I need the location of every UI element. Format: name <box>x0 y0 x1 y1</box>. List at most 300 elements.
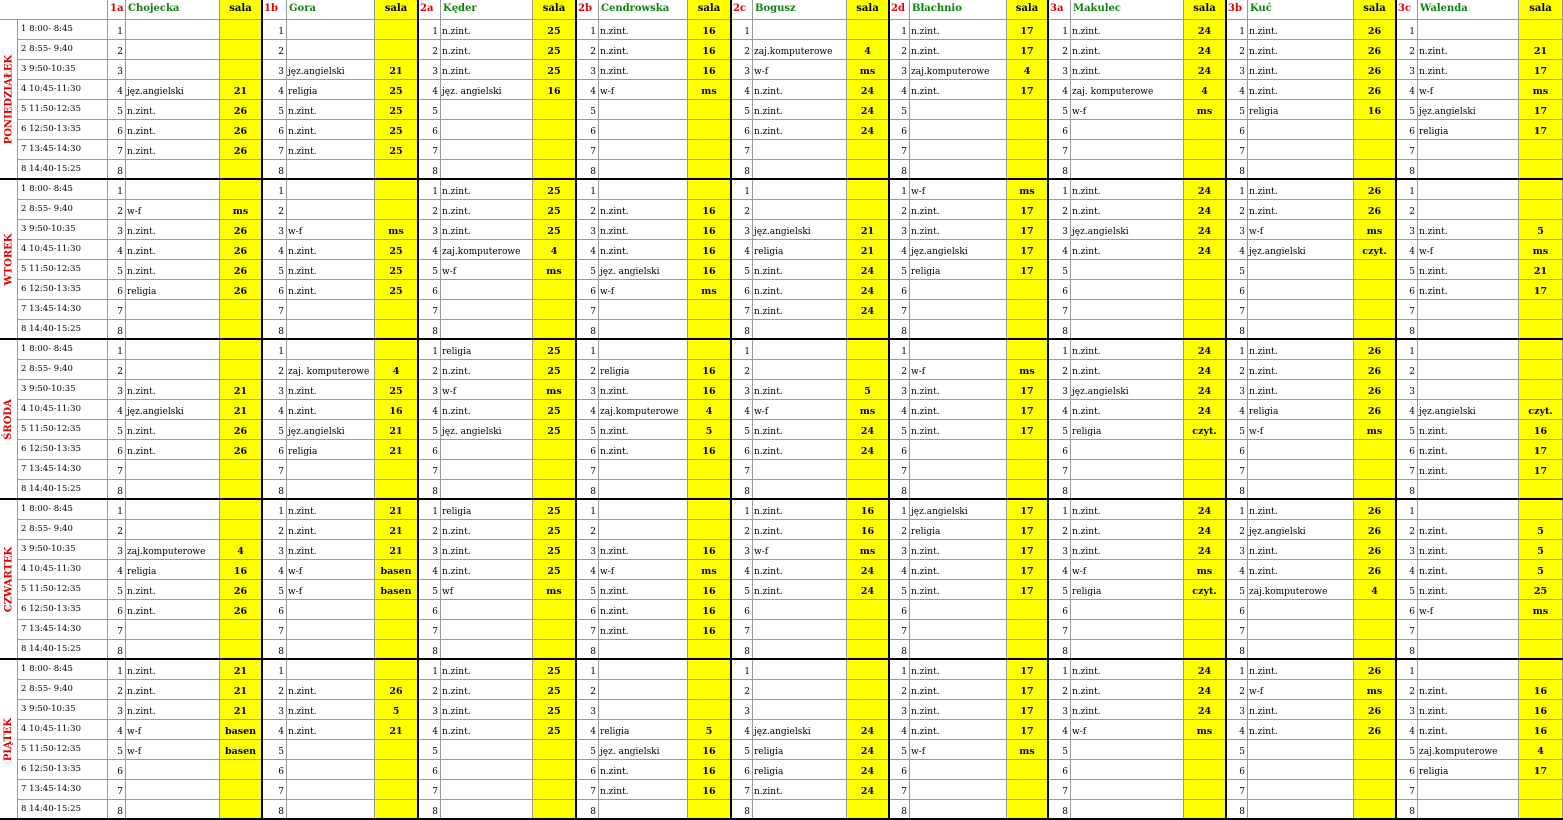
lesson-subject: religia <box>287 80 375 100</box>
lesson-subject: n.zint. <box>1248 720 1354 740</box>
lesson-subject: w-f <box>910 180 1007 200</box>
lesson-subject: n.zint. <box>126 680 220 700</box>
sala-header: sala <box>375 0 418 20</box>
period-number: 8 <box>418 800 441 820</box>
lesson-room: 16 <box>1519 720 1563 740</box>
period-number: 7 <box>1226 780 1248 800</box>
period-number: 2 <box>108 360 126 380</box>
lesson-room: 21 <box>375 520 418 540</box>
lesson-subject <box>287 320 375 340</box>
period-time: 7 13:45-14:30 <box>18 780 108 800</box>
lesson-subject: n.zint. <box>599 580 688 600</box>
lesson-room: ms <box>533 580 576 600</box>
lesson-subject: n.zint. <box>599 20 688 40</box>
period-number: 7 <box>262 300 287 320</box>
lesson-room <box>533 300 576 320</box>
lesson-room <box>1184 160 1226 180</box>
lesson-room: 25 <box>533 40 576 60</box>
lesson-room <box>1354 800 1396 820</box>
period-number: 7 <box>1396 780 1418 800</box>
day-label <box>0 20 18 180</box>
lesson-subject <box>1248 800 1354 820</box>
lesson-room: 26 <box>1354 200 1396 220</box>
lesson-subject: religia <box>910 260 1007 280</box>
lesson-room <box>375 180 418 200</box>
lesson-subject <box>441 160 533 180</box>
lesson-subject: w-f <box>599 80 688 100</box>
lesson-room <box>1519 800 1563 820</box>
period-time: 5 11:50-12:35 <box>18 100 108 120</box>
period-number: 1 <box>262 500 287 520</box>
period-number: 3 <box>889 60 910 80</box>
period-number: 2 <box>418 520 441 540</box>
period-number: 2 <box>889 520 910 540</box>
lesson-room: 26 <box>220 240 262 260</box>
period-number: 3 <box>576 700 599 720</box>
lesson-subject <box>126 760 220 780</box>
lesson-room <box>375 780 418 800</box>
period-number: 7 <box>576 780 599 800</box>
lesson-room <box>1007 760 1048 780</box>
lesson-subject: n.zint. <box>1418 700 1519 720</box>
lesson-room: 24 <box>1184 220 1226 240</box>
lesson-subject <box>287 200 375 220</box>
period-number: 7 <box>1396 140 1418 160</box>
period-number: 1 <box>1396 180 1418 200</box>
period-number: 1 <box>731 660 753 680</box>
lesson-room <box>847 620 889 640</box>
lesson-subject <box>1248 620 1354 640</box>
lesson-room <box>1184 260 1226 280</box>
period-number: 8 <box>889 320 910 340</box>
period-number: 2 <box>418 40 441 60</box>
lesson-subject <box>599 680 688 700</box>
lesson-subject: n.zint. <box>441 680 533 700</box>
period-number: 1 <box>576 20 599 40</box>
lesson-room <box>1354 440 1396 460</box>
class-separator <box>1047 0 1049 819</box>
period-number: 7 <box>889 140 910 160</box>
lesson-subject: n.zint. <box>1071 680 1184 700</box>
lesson-room <box>688 640 731 660</box>
lesson-room: 21 <box>375 540 418 560</box>
lesson-subject <box>910 600 1007 620</box>
corner-cell <box>0 0 108 20</box>
lesson-room: 26 <box>1354 20 1396 40</box>
lesson-subject: religia <box>1248 100 1354 120</box>
lesson-subject <box>126 20 220 40</box>
lesson-room <box>1519 780 1563 800</box>
lesson-room <box>1184 800 1226 820</box>
lesson-subject <box>753 480 847 500</box>
period-time: 5 11:50-12:35 <box>18 580 108 600</box>
period-number: 2 <box>108 520 126 540</box>
period-number: 2 <box>1226 360 1248 380</box>
lesson-subject: w-f <box>1248 220 1354 240</box>
lesson-subject: n.zint. <box>1071 60 1184 80</box>
period-time: 7 13:45-14:30 <box>18 460 108 480</box>
period-number: 8 <box>1396 320 1418 340</box>
lesson-subject: n.zint. <box>599 220 688 240</box>
lesson-subject: n.zint. <box>1248 560 1354 580</box>
lesson-room: 25 <box>533 520 576 540</box>
period-number: 8 <box>418 160 441 180</box>
period-number: 2 <box>1048 520 1071 540</box>
period-time: 5 11:50-12:35 <box>18 740 108 760</box>
lesson-room: 4 <box>1007 60 1048 80</box>
lesson-room <box>220 460 262 480</box>
lesson-subject <box>753 340 847 360</box>
lesson-room: ms <box>1354 220 1396 240</box>
lesson-subject <box>441 800 533 820</box>
lesson-subject: n.zint. <box>1071 240 1184 260</box>
lesson-subject: zaj. komputerowe <box>287 360 375 380</box>
sala-header: sala <box>847 0 889 20</box>
lesson-room: 4 <box>375 360 418 380</box>
period-number: 7 <box>731 460 753 480</box>
lesson-subject <box>910 480 1007 500</box>
lesson-subject: n.zint. <box>1248 540 1354 560</box>
lesson-subject: n.zint. <box>287 720 375 740</box>
period-number: 1 <box>889 180 910 200</box>
lesson-subject <box>1418 180 1519 200</box>
lesson-subject <box>1248 300 1354 320</box>
lesson-subject: n.zint. <box>1418 220 1519 240</box>
period-number: 4 <box>1048 400 1071 420</box>
lesson-subject <box>287 460 375 480</box>
lesson-room <box>1184 300 1226 320</box>
period-number: 8 <box>108 640 126 660</box>
lesson-room <box>533 640 576 660</box>
lesson-room <box>220 640 262 660</box>
period-number: 2 <box>1396 360 1418 380</box>
lesson-room <box>1007 340 1048 360</box>
lesson-subject: religia <box>1071 580 1184 600</box>
lesson-subject <box>126 620 220 640</box>
lesson-room: 24 <box>847 280 889 300</box>
lesson-room <box>533 620 576 640</box>
period-number: 2 <box>889 40 910 60</box>
class-code: 2a <box>418 0 441 20</box>
period-number: 2 <box>889 680 910 700</box>
period-number: 8 <box>1226 160 1248 180</box>
lesson-room <box>1354 300 1396 320</box>
lesson-subject: religia <box>753 740 847 760</box>
lesson-room: 17 <box>1007 420 1048 440</box>
period-number: 3 <box>262 220 287 240</box>
lesson-subject <box>441 780 533 800</box>
lesson-subject <box>126 180 220 200</box>
lesson-subject: n.zint. <box>1248 200 1354 220</box>
period-number: 1 <box>731 180 753 200</box>
lesson-subject: n.zint. <box>126 100 220 120</box>
lesson-room <box>1519 160 1563 180</box>
period-number: 3 <box>108 380 126 400</box>
lesson-subject <box>287 160 375 180</box>
lesson-subject: n.zint. <box>910 580 1007 600</box>
period-number: 3 <box>418 380 441 400</box>
lesson-subject: n.zint. <box>1248 500 1354 520</box>
lesson-subject <box>287 300 375 320</box>
lesson-room <box>220 480 262 500</box>
lesson-subject: jęz.angielski <box>287 60 375 80</box>
period-number: 4 <box>576 400 599 420</box>
period-number: 5 <box>731 100 753 120</box>
period-number: 4 <box>731 80 753 100</box>
period-number: 6 <box>731 600 753 620</box>
lesson-subject: n.zint. <box>441 540 533 560</box>
lesson-room: 5 <box>688 720 731 740</box>
lesson-room: ms <box>1007 740 1048 760</box>
period-number: 1 <box>108 660 126 680</box>
period-number: 1 <box>262 340 287 360</box>
lesson-room <box>847 180 889 200</box>
lesson-subject: n.zint. <box>753 260 847 280</box>
lesson-subject: n.zint. <box>1418 560 1519 580</box>
lesson-subject <box>1418 200 1519 220</box>
lesson-subject: n.zint. <box>1418 40 1519 60</box>
lesson-subject <box>910 800 1007 820</box>
period-number: 1 <box>418 500 441 520</box>
lesson-room: 24 <box>847 440 889 460</box>
lesson-room: 24 <box>1184 20 1226 40</box>
period-number: 2 <box>1396 520 1418 540</box>
lesson-subject: n.zint. <box>441 180 533 200</box>
lesson-subject <box>599 160 688 180</box>
lesson-room <box>847 480 889 500</box>
lesson-room <box>1007 640 1048 660</box>
lesson-subject <box>910 160 1007 180</box>
lesson-room: 16 <box>688 440 731 460</box>
period-number: 8 <box>1396 800 1418 820</box>
period-number: 6 <box>1226 760 1248 780</box>
lesson-subject <box>287 180 375 200</box>
lesson-room: 25 <box>375 140 418 160</box>
lesson-subject: n.zint. <box>1248 80 1354 100</box>
period-number: 7 <box>576 140 599 160</box>
lesson-room: 16 <box>688 60 731 80</box>
lesson-subject <box>441 640 533 660</box>
period-number: 8 <box>418 480 441 500</box>
lesson-subject <box>1248 640 1354 660</box>
sala-header: sala <box>1354 0 1396 20</box>
lesson-room <box>375 320 418 340</box>
period-time: 6 12:50-13:35 <box>18 600 108 620</box>
lesson-room <box>1007 440 1048 460</box>
period-number: 5 <box>1396 740 1418 760</box>
lesson-subject: n.zint. <box>287 380 375 400</box>
period-number: 8 <box>1396 160 1418 180</box>
lesson-subject: n.zint. <box>441 700 533 720</box>
lesson-subject: jęz.angielski <box>910 500 1007 520</box>
lesson-subject: jęz.angielski <box>126 400 220 420</box>
lesson-subject <box>126 300 220 320</box>
lesson-subject: wf <box>441 580 533 600</box>
lesson-room: 4 <box>1354 580 1396 600</box>
lesson-room: 21 <box>220 400 262 420</box>
lesson-subject <box>126 500 220 520</box>
lesson-subject <box>1248 140 1354 160</box>
period-number: 4 <box>1396 560 1418 580</box>
period-number: 3 <box>1048 220 1071 240</box>
lesson-room <box>1519 620 1563 640</box>
lesson-subject <box>1071 160 1184 180</box>
lesson-subject: w-f <box>1248 420 1354 440</box>
period-number: 7 <box>889 300 910 320</box>
period-number: 6 <box>108 280 126 300</box>
lesson-subject <box>441 120 533 140</box>
period-number: 5 <box>576 580 599 600</box>
lesson-subject: n.zint. <box>1418 420 1519 440</box>
period-number: 5 <box>731 420 753 440</box>
lesson-subject: n.zint. <box>126 260 220 280</box>
period-number: 4 <box>1226 240 1248 260</box>
lesson-subject: religia <box>1418 120 1519 140</box>
period-number: 5 <box>262 740 287 760</box>
lesson-room <box>533 460 576 480</box>
period-number: 6 <box>418 440 441 460</box>
lesson-room <box>1184 440 1226 460</box>
lesson-room <box>1007 140 1048 160</box>
period-number: 4 <box>1226 720 1248 740</box>
lesson-room: 16 <box>688 380 731 400</box>
class-code: 1b <box>262 0 287 20</box>
day-name: PONIEDZIAŁEK <box>3 54 14 144</box>
lesson-room: 24 <box>1184 60 1226 80</box>
lesson-subject: n.zint. <box>441 560 533 580</box>
lesson-subject <box>599 340 688 360</box>
lesson-subject: n.zint. <box>287 240 375 260</box>
period-number: 3 <box>731 380 753 400</box>
lesson-room <box>220 500 262 520</box>
lesson-subject: n.zint. <box>126 700 220 720</box>
period-number: 2 <box>1396 680 1418 700</box>
lesson-room <box>375 600 418 620</box>
lesson-room <box>375 640 418 660</box>
lesson-subject: w-f <box>1071 560 1184 580</box>
lesson-subject <box>1248 600 1354 620</box>
lesson-room: 26 <box>220 120 262 140</box>
lesson-room: ms <box>847 60 889 80</box>
lesson-subject: n.zint. <box>441 400 533 420</box>
lesson-subject <box>1418 140 1519 160</box>
lesson-room: 5 <box>847 380 889 400</box>
lesson-subject: w-f <box>126 720 220 740</box>
period-number: 4 <box>731 720 753 740</box>
lesson-subject <box>287 20 375 40</box>
lesson-room <box>1184 320 1226 340</box>
lesson-room: 16 <box>688 260 731 280</box>
lesson-room: czyt. <box>1184 420 1226 440</box>
lesson-subject <box>1248 780 1354 800</box>
lesson-room: basen <box>220 720 262 740</box>
period-number: 6 <box>1396 120 1418 140</box>
period-time: 1 8:00- 8:45 <box>18 180 108 200</box>
lesson-subject: n.zint. <box>910 220 1007 240</box>
lesson-room <box>533 440 576 460</box>
period-number: 3 <box>108 700 126 720</box>
lesson-room: 4 <box>688 400 731 420</box>
lesson-subject: n.zint. <box>287 140 375 160</box>
lesson-room: ms <box>688 280 731 300</box>
lesson-subject: n.zint. <box>1418 260 1519 280</box>
lesson-room <box>375 620 418 640</box>
period-number: 7 <box>108 140 126 160</box>
lesson-subject <box>1418 640 1519 660</box>
lesson-subject: w-f <box>753 540 847 560</box>
period-number: 6 <box>1226 440 1248 460</box>
lesson-subject: jęz.angielski <box>126 80 220 100</box>
period-number: 2 <box>262 360 287 380</box>
period-number: 1 <box>889 340 910 360</box>
lesson-subject: n.zint. <box>126 660 220 680</box>
lesson-room: 26 <box>1354 560 1396 580</box>
period-number: 3 <box>418 540 441 560</box>
lesson-subject: n.zint. <box>753 780 847 800</box>
lesson-subject <box>1248 480 1354 500</box>
lesson-subject <box>1071 440 1184 460</box>
period-number: 6 <box>576 120 599 140</box>
period-time: 6 12:50-13:35 <box>18 440 108 460</box>
class-code: 3c <box>1396 0 1418 20</box>
lesson-subject <box>1071 600 1184 620</box>
period-number: 5 <box>262 420 287 440</box>
lesson-subject <box>1418 780 1519 800</box>
period-number: 6 <box>731 280 753 300</box>
lesson-room <box>1519 380 1563 400</box>
period-number: 8 <box>576 640 599 660</box>
period-time: 6 12:50-13:35 <box>18 280 108 300</box>
lesson-room: 21 <box>375 60 418 80</box>
period-time: 2 8:55- 9:40 <box>18 360 108 380</box>
lesson-room: 21 <box>375 500 418 520</box>
lesson-subject <box>441 100 533 120</box>
period-time: 3 9:50-10:35 <box>18 700 108 720</box>
period-number: 4 <box>1048 560 1071 580</box>
period-number: 7 <box>1226 460 1248 480</box>
lesson-room <box>1519 340 1563 360</box>
lesson-room: 21 <box>220 80 262 100</box>
lesson-subject: n.zint. <box>1248 360 1354 380</box>
lesson-subject <box>599 460 688 480</box>
lesson-room: 17 <box>1007 220 1048 240</box>
period-number: 7 <box>1396 300 1418 320</box>
lesson-subject <box>1071 260 1184 280</box>
lesson-room: 17 <box>1519 60 1563 80</box>
lesson-room <box>1184 640 1226 660</box>
lesson-room: 24 <box>847 560 889 580</box>
lesson-subject <box>1418 800 1519 820</box>
lesson-subject: religia <box>1071 420 1184 440</box>
period-number: 3 <box>1226 220 1248 240</box>
period-number: 7 <box>576 620 599 640</box>
period-number: 2 <box>262 520 287 540</box>
lesson-room: 26 <box>375 680 418 700</box>
lesson-room: 24 <box>847 720 889 740</box>
period-number: 2 <box>262 200 287 220</box>
period-time: 7 13:45-14:30 <box>18 620 108 640</box>
period-number: 7 <box>262 460 287 480</box>
lesson-room <box>1184 480 1226 500</box>
lesson-room: 24 <box>1184 180 1226 200</box>
lesson-room <box>1519 500 1563 520</box>
lesson-subject <box>1071 320 1184 340</box>
lesson-room: ms <box>1184 720 1226 740</box>
lesson-subject: n.zint. <box>441 520 533 540</box>
period-number: 8 <box>889 160 910 180</box>
lesson-room: 17 <box>1007 540 1048 560</box>
lesson-room <box>1184 740 1226 760</box>
